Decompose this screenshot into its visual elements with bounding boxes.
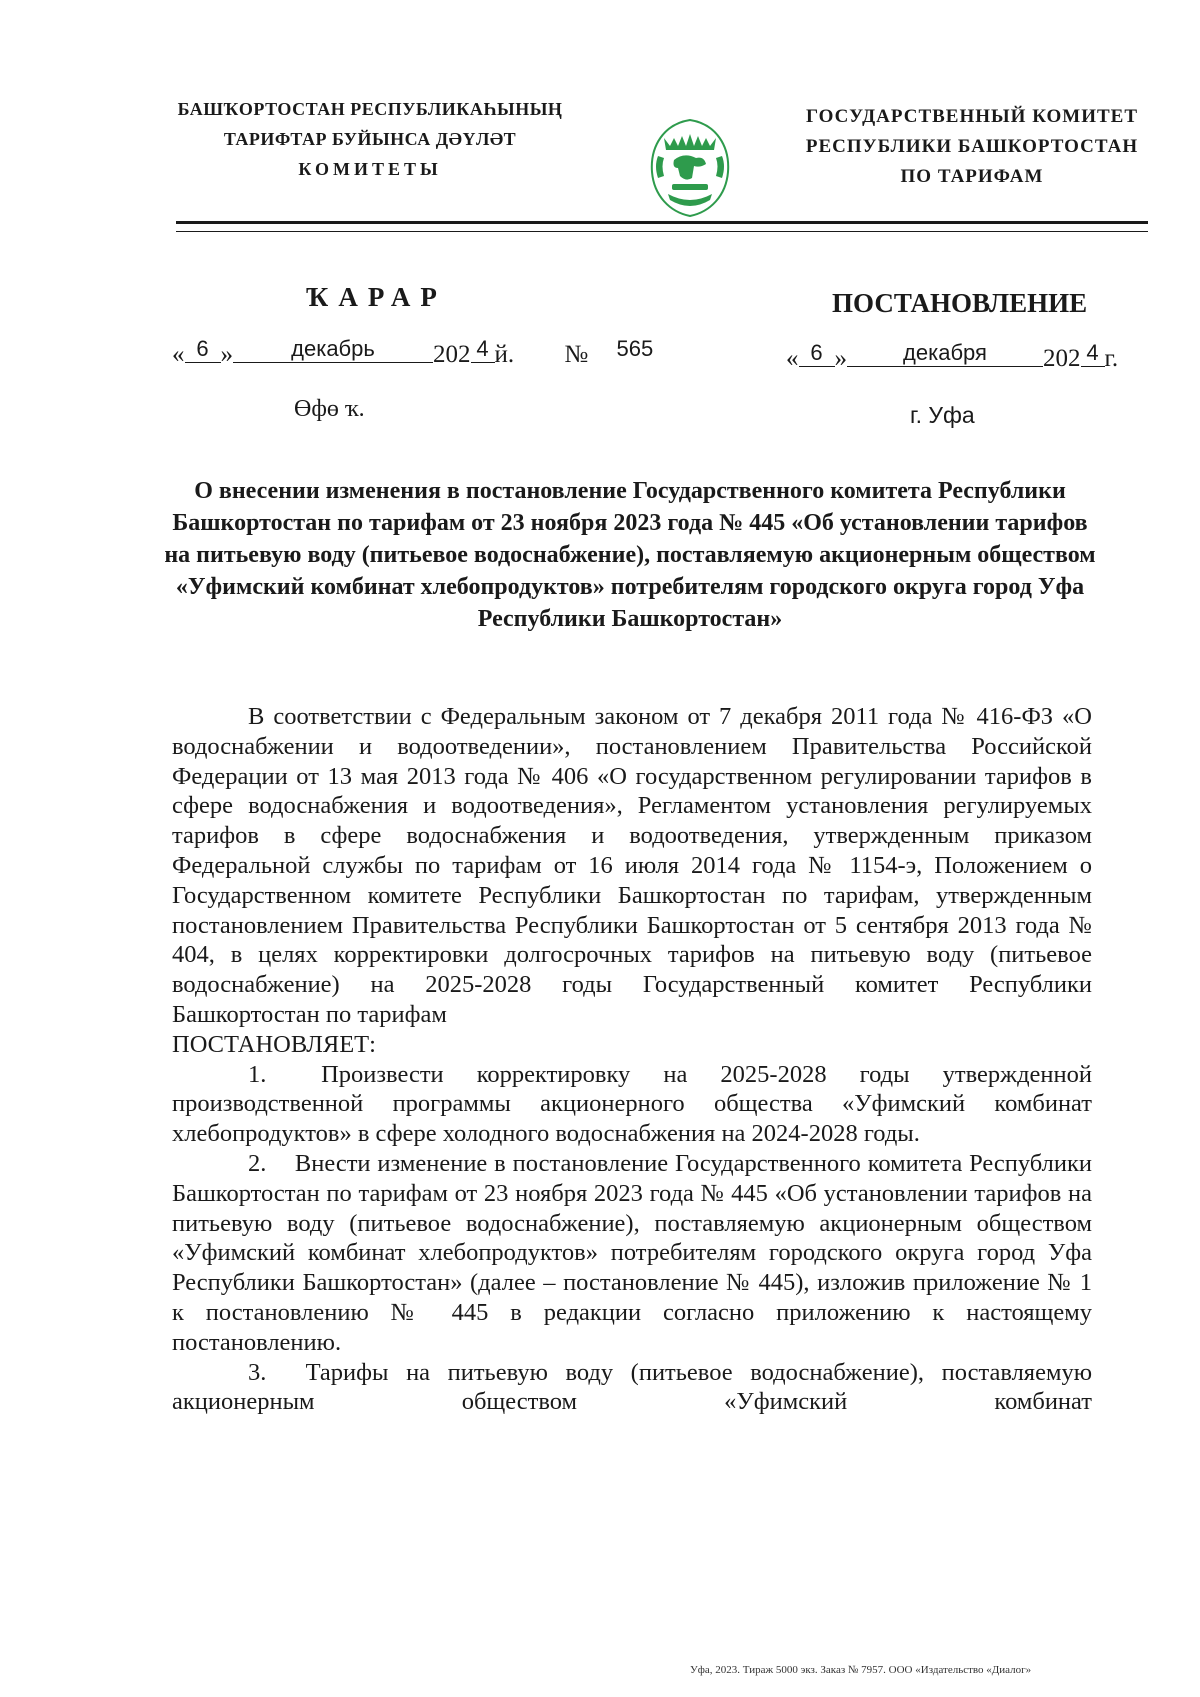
postanovlenie-year-suffix: г. — [1104, 345, 1119, 372]
postanovlenie-year-digit: 4 — [1081, 340, 1105, 367]
document-body — [172, 702, 1092, 1417]
item-2-text: Внести изменение в постановление Государственного комитета Республики Башкортостан по тарифам от 23 ноября 2023 года № 445 «Об установлении тарифов на питьевую воду (питьевое водоснабжение), поставляемую акционерным обществом «Уфимский комбинат хлебопродуктов» потребителям городского округа город Уфа Республики Башкортостан» (далее – постановление № 445), изложив приложение № 1 к постановлению № 445 в редакции согласно приложению к настоящему постановлению. — [172, 1149, 1092, 1356]
karar-day: 6 — [185, 336, 221, 363]
karar-title: ҠАРАР — [306, 282, 447, 312]
header-left-line-2: ТАРИФТАР БУЙЫНСА ДӘҮЛӘТ — [223, 129, 517, 149]
postanovlenie-year-prefix: 202 — [1043, 345, 1081, 372]
karar-number: 565 — [616, 336, 654, 361]
postanovlenie-day: 6 — [799, 340, 835, 367]
item-2 — [172, 1149, 1092, 1358]
preamble-paragraph: В соответствии с Федеральным законом от 7 декабря 2011 года № 416-ФЗ «О водоснабжении и водоотведении», постановлением Правительства Российской Федерации от 13 мая 2013 года № 406 «О государственном регулировании тарифов в сфере водоснабжения и водоотведения», Регламентом установления регулируемых тарифов в сфере водоснабжения и водоотведения, утвержденным приказом Федеральной службы по тарифам от 16 июля 2014 года № 1154-э, Положением о Государственном комитете Республики Башкортостан по тарифам, утвержденным постановлением Правительства Республики Башкортостан от 5 сентября 2013 года № 404, в целях корректировки долгосрочных тарифов на питьевую воду (питьевое водоснабжение) на 2025-2028 годы Государственный комитет Республики Башкортостан по тарифам — [172, 703, 1092, 1028]
postanovlenie-month: декабря — [847, 340, 1043, 367]
item-2-number: 2. — [248, 1149, 267, 1177]
coat-of-arms-emblem — [644, 116, 736, 218]
header-divider-thin — [176, 231, 1148, 232]
header-right-russian — [782, 102, 1162, 192]
karar-number-sign: № — [564, 341, 589, 368]
postanovlenie-close-quote: » — [834, 345, 847, 372]
item-3 — [172, 1358, 1092, 1418]
karar-month: декабрь — [233, 336, 433, 363]
item-3-text: Тарифы на питьевую воду (питьевое водоснабжение), поставляемую акционерным обществом «Уфимский комбинат — [172, 1358, 1093, 1416]
item-3-number: 3. — [248, 1358, 267, 1386]
karar-date-line — [172, 336, 654, 370]
postanovlenie-open-quote: « — [786, 345, 799, 372]
document-title: О внесении изменения в постановление Государственного комитета Республики Башкортостан по тарифам от 23 ноября 2023 года № 445 «Об установлении тарифов на питьевую воду (питьевое водоснабжение), поставляемую акционерным обществом «Уфимский комбинат хлебопродуктов» потребителям городского округа город Уфа Республики Башкортостан» — [164, 478, 1096, 632]
karar-close-quote: » — [220, 341, 233, 368]
item-1-number: 1. — [248, 1060, 267, 1088]
header-right-line-1: ГОСУДАРСТВЕННЫЙ КОМИТЕТ — [805, 106, 1139, 127]
karar-year-digit: 4 — [471, 336, 495, 363]
header-divider-thick — [176, 221, 1148, 224]
header-left-line-3: КОМИТЕТЫ — [298, 159, 442, 179]
postanovlenie-title: ПОСТАНОВЛЕНИЕ — [832, 288, 1088, 318]
item-1-text: Произвести корректировку на 2025-2028 годы утвержденной производственной программы акционерного общества «Уфимский комбинат хлебопродуктов» в сфере холодного водоснабжения на 2024-2028 годы. — [172, 1060, 1092, 1148]
karar-year-prefix: 202 — [433, 341, 471, 368]
item-1 — [172, 1060, 1092, 1149]
decree-word: ПОСТАНОВЛЯЕТ: — [172, 1030, 376, 1058]
header-right-line-3: ПО ТАРИФАМ — [900, 166, 1044, 187]
print-footer: Уфа, 2023. Тираж 5000 экз. Заказ № 7957. ООО «Издательство «Диалог» — [690, 1664, 1032, 1676]
header-left-bashkir — [150, 94, 590, 184]
postanovlenie-place: г. Уфа — [910, 402, 975, 428]
karar-open-quote: « — [172, 341, 185, 368]
karar-year-suffix: й. — [494, 341, 515, 368]
header-left-line-1: БАШҠОРТОСТАН РЕСПУБЛИКАҺЫНЫҢ — [177, 99, 563, 119]
header-right-line-2: РЕСПУБЛИКИ БАШКОРТОСТАН — [805, 136, 1139, 157]
postanovlenie-date-line — [786, 340, 1119, 374]
karar-place: Өфө ҡ. — [294, 396, 365, 422]
